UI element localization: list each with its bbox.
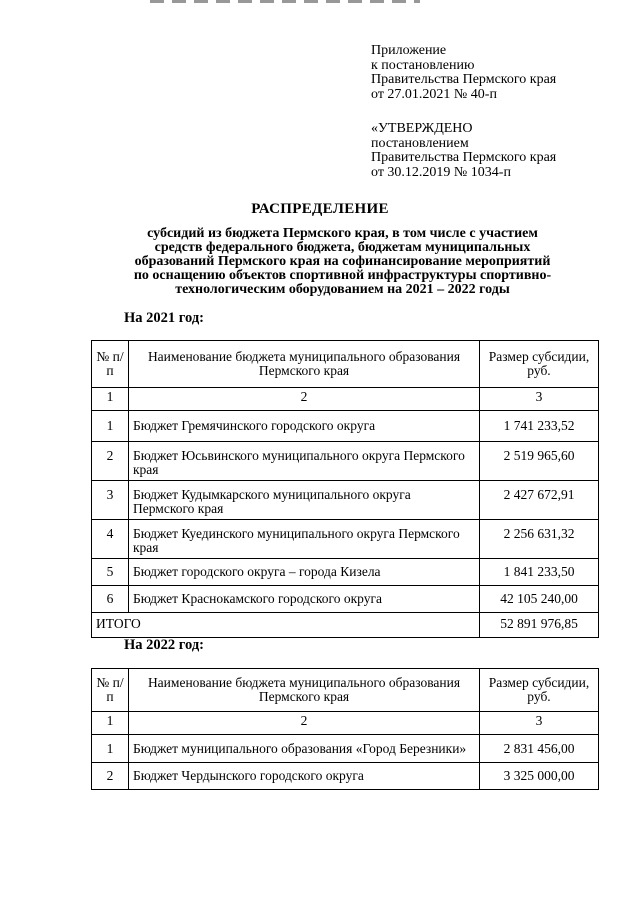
row-num: 2 [92, 763, 129, 790]
table-row [92, 481, 599, 520]
table-row [92, 735, 599, 763]
index-cell: 1 [92, 712, 129, 735]
appendix-line: к постановлению [371, 57, 475, 73]
row-sum: 2 831 456,00 [480, 735, 599, 763]
table-index-row [92, 712, 599, 735]
row-num: 4 [92, 520, 129, 559]
table-index-row [92, 388, 599, 411]
appendix-line: Приложение [371, 43, 447, 58]
row-num: 5 [92, 559, 129, 586]
row-sum: 3 325 000,00 [480, 763, 599, 790]
header-num: № п/п [92, 341, 129, 388]
table-row [92, 442, 599, 481]
approved-block [371, 122, 556, 180]
index-cell: 3 [480, 388, 599, 411]
approved-line: Правительства Пермского края [371, 150, 557, 165]
table-row [92, 559, 599, 586]
row-num: 1 [92, 411, 129, 442]
row-sum: 2 427 672,91 [480, 481, 599, 520]
row-sum: 1 841 233,50 [480, 559, 599, 586]
scan-artifact [150, 0, 420, 3]
approved-line: «УТВЕРЖДЕНО [371, 121, 473, 136]
row-name: Бюджет Чердынского городского округа [129, 763, 480, 790]
document-subtitle [95, 227, 590, 297]
header-name: Наименование бюджета муниципального образования Пермского края [129, 341, 480, 388]
table-header-row [92, 669, 599, 712]
table-row [92, 763, 599, 790]
index-cell: 2 [129, 388, 480, 411]
appendix-line: Правительства Пермского края [371, 72, 557, 87]
row-num: 6 [92, 586, 129, 613]
total-label: ИТОГО [92, 613, 480, 638]
table-row [92, 411, 599, 442]
row-sum: 2 519 965,60 [480, 442, 599, 481]
table-row [92, 520, 599, 559]
approved-line: постановлением [371, 135, 469, 151]
document-title: РАСПРЕДЕЛЕНИЕ [251, 201, 389, 217]
row-name: Бюджет городского округа – города Кизела [129, 559, 480, 586]
appendix-line: от 27.01.2021 № 40-п [371, 86, 497, 102]
table-2021 [91, 340, 599, 638]
row-name: Бюджет Кудымкарского муниципального округа Пермского края [129, 481, 480, 520]
total-sum: 52 891 976,85 [480, 613, 599, 638]
row-num: 2 [92, 442, 129, 481]
subtitle-line: средств федерального бюджета, бюджетам муниципальных [154, 240, 531, 255]
subtitle-line: субсидий из бюджета Пермского края, в том числе с участием [147, 226, 538, 241]
header-name: Наименование бюджета муниципального образования Пермского края [129, 669, 480, 712]
header-sum: Размер субсидии, руб. [480, 669, 599, 712]
heading-2022: На 2022 год: [124, 637, 204, 653]
row-name: Бюджет Куединского муниципального округа Пермского края [129, 520, 480, 559]
row-sum: 2 256 631,32 [480, 520, 599, 559]
table-row [92, 586, 599, 613]
index-cell: 1 [92, 388, 129, 411]
heading-2021: На 2021 год: [124, 310, 204, 326]
row-num: 3 [92, 481, 129, 520]
subtitle-line: по оснащению объектов спортивной инфраструктуры спортивно- [133, 268, 552, 283]
index-cell: 2 [129, 712, 480, 735]
table-2022 [91, 668, 599, 790]
header-sum: Размер субсидии, руб. [480, 341, 599, 388]
row-name: Бюджет Краснокамского городского округа [129, 586, 480, 613]
index-cell: 3 [480, 712, 599, 735]
row-num: 1 [92, 735, 129, 763]
row-sum: 42 105 240,00 [480, 586, 599, 613]
table-total-row [92, 613, 599, 638]
approved-line: от 30.12.2019 № 1034-п [371, 164, 511, 180]
appendix-block [371, 44, 556, 102]
row-name: Бюджет Юсьвинского муниципального округа Пермского края [129, 442, 480, 481]
subtitle-line: образований Пермского края на софинансирование мероприятий [134, 254, 551, 269]
row-sum: 1 741 233,52 [480, 411, 599, 442]
row-name: Бюджет Гремячинского городского округа [129, 411, 480, 442]
table-header-row [92, 341, 599, 388]
header-num: № п/п [92, 669, 129, 712]
subtitle-line: технологическим оборудованием на 2021 – 2022 годы [175, 282, 510, 297]
row-name: Бюджет муниципального образования «Город Березники» [129, 735, 480, 763]
